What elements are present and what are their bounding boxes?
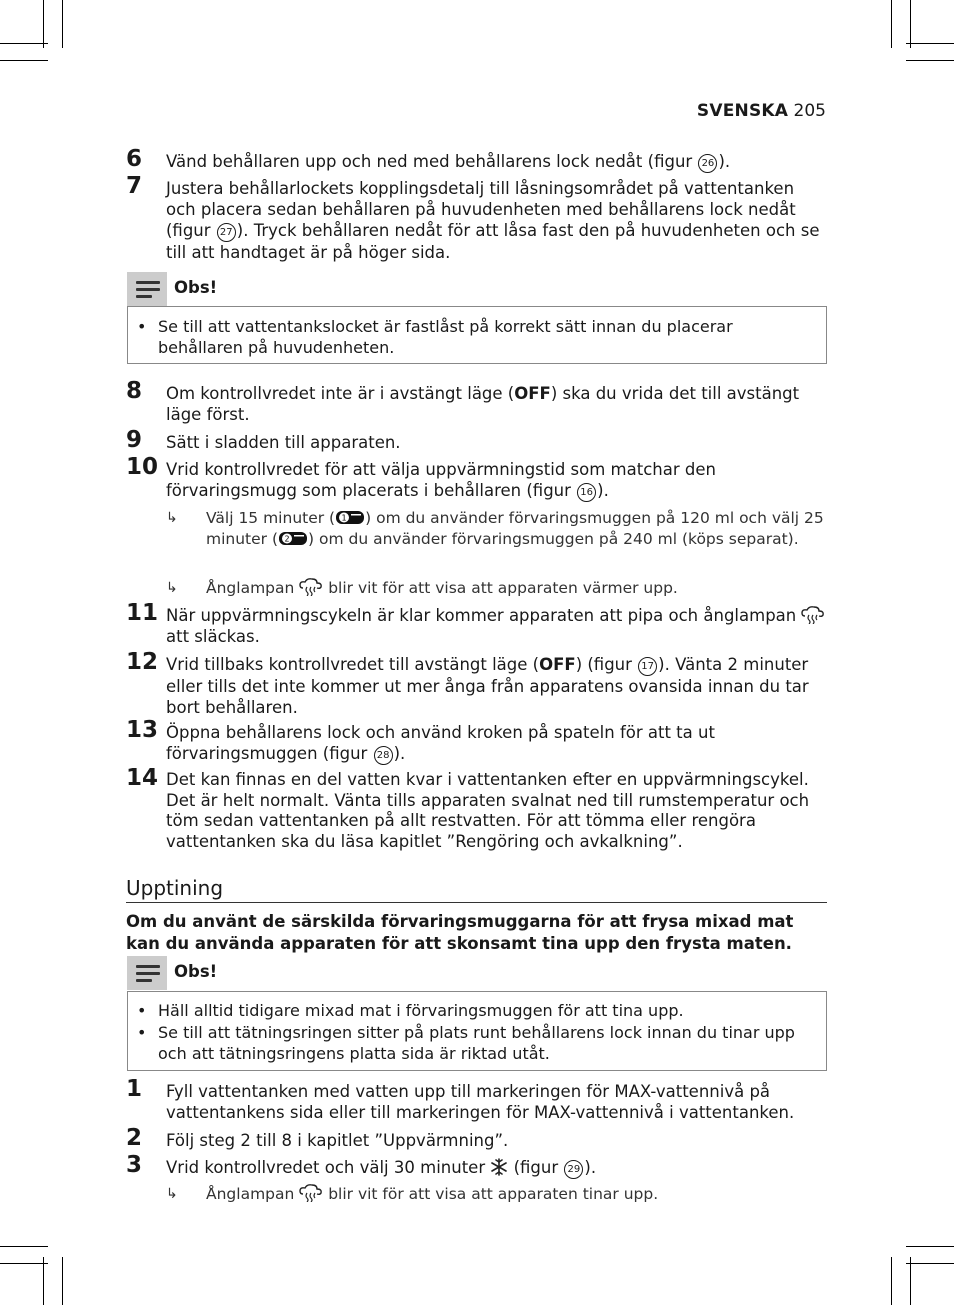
steam-lamp-icon [801, 606, 825, 624]
step-text-part: Vänd behållaren upp och ned med behållarens lock nedåt (figur [166, 152, 698, 171]
note-box [127, 991, 827, 1071]
step-number: 7 [126, 173, 143, 199]
result-text-part: Ånglampan [206, 1185, 300, 1203]
step-text [166, 151, 828, 173]
result-text-part: blir vit för att visa att apparaten värmer upp. [323, 579, 678, 597]
step-3 [126, 1152, 828, 1179]
step-text-part: Justera behållarlockets kopplingsdetalj till låsningsområdet på vattentanken och placera sedan behållaren på huvudenheten med behållarens lock nedåt (figur [166, 179, 796, 240]
snowflake-icon [490, 1158, 508, 1176]
crop-mark [906, 1263, 954, 1264]
figure-ref: 28 [374, 746, 393, 765]
step-text-part: ). [393, 744, 406, 763]
step-number: 13 [126, 717, 159, 743]
off-label: OFF [514, 384, 551, 403]
step-text-part: ). Vänta 2 minuter eller tills det inte kommer ut mer ånga från apparatens ovansida innan du tar bort behållaren. [166, 655, 809, 717]
note-bullet-text: Häll alltid tidigare mixad mat i förvaringsmuggen för att tina upp. [158, 1001, 684, 1020]
step-text [166, 459, 828, 502]
step-7 [126, 173, 828, 263]
result-item [166, 508, 828, 550]
step-text [166, 1157, 828, 1179]
language-label: SVENSKA [696, 101, 789, 121]
step-text-part: När uppvärmningscykeln är klar kommer apparaten att pipa och ånglampan [166, 606, 802, 625]
result-arrow-icon: ↳ [166, 580, 178, 596]
step-6 [126, 146, 828, 173]
steam-lamp-icon [299, 578, 323, 596]
result-text-part: Ånglampan [206, 579, 300, 597]
step-text-part: Vrid kontrollvredet för att välja uppvärmningstid som matchar den förvaringsmugg som placerats i behållaren (figur [166, 460, 716, 500]
crop-mark [906, 60, 954, 61]
note-icon [127, 272, 167, 306]
crop-mark [906, 43, 954, 44]
note-bullet-text: Se till att vattentankslocket är fastlåst på korrekt sätt innan du placerar behållaren på huvudenheten. [158, 317, 733, 357]
figure-ref: 16 [577, 483, 596, 502]
crop-mark [0, 1246, 48, 1247]
step-text: Följ steg 2 till 8 i kapitlet ”Uppvärmning”. [166, 1131, 509, 1150]
section-title: Upptining [126, 876, 827, 903]
timer-15-icon [335, 508, 365, 526]
note-title: Obs! [174, 278, 218, 297]
figure-ref: 29 [564, 1160, 583, 1179]
step-text: Sätt i sladden till apparaten. [166, 433, 401, 452]
note-bullet: • Häll alltid tidigare mixad mat i förvaringsmuggen för att tina upp. [137, 1001, 684, 1020]
step-text [166, 605, 828, 647]
step-11 [126, 600, 828, 647]
step-number: 12 [126, 649, 159, 675]
crop-mark [910, 1257, 911, 1305]
step-number: 6 [126, 146, 143, 172]
page-header [697, 101, 826, 121]
figure-ref: 17 [638, 657, 657, 676]
step-text-part: ). [718, 152, 731, 171]
crop-mark [62, 0, 63, 48]
step-number: 2 [126, 1125, 143, 1151]
step-text-part: ) ska du vrida det till avstängt läge först. [166, 384, 800, 424]
figure-ref: 26 [698, 154, 717, 173]
note-bullet: • Se till att tätningsringen sitter på plats runt behållarens lock innan du tinar upp och att tätningsringens platta sida är riktad utåt. [137, 1023, 795, 1063]
step-number: 3 [126, 1152, 143, 1178]
result-text-part: ) om du använder förvaringsmuggen på 120 ml och välj 25 minuter ( [206, 509, 824, 548]
step-text-part: Öppna behållarens lock och använd kroken på spateln för att ta ut förvaringsmuggen (figur [166, 723, 715, 763]
step-number: 8 [126, 378, 143, 404]
step-8 [126, 378, 828, 425]
page-number: 205 [793, 101, 826, 121]
svg-text:2: 2 [284, 534, 290, 544]
result-item [166, 1184, 828, 1205]
steam-lamp-icon [299, 1184, 323, 1202]
step-2 [126, 1125, 828, 1151]
result-text-part: Välj 15 minuter ( [206, 509, 336, 527]
note-box [127, 306, 827, 364]
svg-text:1: 1 [341, 513, 347, 523]
result-text-part: ) om du använder förvaringsmuggen på 240 ml (köps separat). [308, 530, 799, 548]
step-14 [126, 765, 828, 852]
note-header [127, 956, 827, 988]
crop-mark [43, 1257, 44, 1305]
crop-mark [891, 0, 892, 48]
step-text-part: Vrid tillbaks kontrollvredet till avstängt läge ( [166, 655, 540, 674]
note-title: Obs! [174, 962, 218, 981]
step-text-part: Om kontrollvredet inte är i avstängt läge ( [166, 384, 515, 403]
note-icon [127, 956, 167, 990]
crop-mark [910, 0, 911, 48]
step-text-part: ). [597, 481, 609, 500]
step-text-part: att släckas. [166, 627, 260, 646]
step-10 [126, 454, 828, 502]
result-arrow-icon: ↳ [166, 510, 178, 526]
note-bullet: • Se till att vattentankslocket är fastlåst på korrekt sätt innan du placerar behållaren på huvudenheten. [137, 317, 733, 357]
crop-mark [0, 1263, 48, 1264]
note-bullet-text: Se till att tätningsringen sitter på plats runt behållarens lock innan du tinar upp och att tätningsringens platta sida är riktad utåt. [158, 1023, 795, 1063]
crop-mark [0, 60, 48, 61]
step-13 [126, 717, 828, 765]
timer-25-icon [278, 529, 308, 547]
step-text-part: (figur [508, 1158, 564, 1177]
result-text-part: blir vit för att visa att apparaten tinar upp. [323, 1185, 659, 1203]
crop-mark [891, 1257, 892, 1305]
step-number: 11 [126, 600, 159, 626]
figure-ref: 27 [217, 223, 236, 242]
crop-mark [62, 1257, 63, 1305]
step-text: Fyll vattentanken med vatten upp till markeringen för MAX-vattennivå på vattentankens sida eller till markeringen för MAX-vattennivå i vattentanken. [166, 1082, 795, 1122]
step-text-part: Vrid kontrollvredet och välj 30 minuter [166, 1158, 491, 1177]
step-text [166, 654, 828, 718]
off-label: OFF [539, 655, 576, 674]
step-number: 10 [126, 454, 159, 480]
result-item [166, 578, 828, 599]
crop-mark [43, 0, 44, 48]
step-text-part: ) (figur [575, 655, 638, 674]
step-number: 14 [126, 765, 159, 791]
step-text-part: ). [584, 1158, 597, 1177]
step-text [166, 722, 828, 765]
step-text-part: ). Tryck behållaren nedåt för att låsa fast den på huvudenheten och se till att handtaget är på höger sida. [166, 221, 820, 262]
result-arrow-icon: ↳ [166, 1186, 178, 1202]
step-text: Det kan finnas en del vatten kvar i vattentanken efter en uppvärmningscykel. Det är helt normalt. Vänta tills apparaten svalnat ned till rumstemperatur och töm sedan vattentanken på allt restvatten. För att tömma eller rengöra vattentanken ska du läsa kapitlet ”Rengöring och avkalkning”. [166, 770, 810, 851]
step-text [166, 383, 828, 425]
section-intro: Om du använt de särskilda förvaringsmuggarna för att frysa mixad mat kan du använda apparaten för att skonsamt tina upp den frysta maten. [126, 912, 794, 953]
step-number: 9 [126, 427, 143, 453]
step-9 [126, 427, 828, 453]
step-12 [126, 649, 828, 718]
crop-mark [906, 1246, 954, 1247]
note-header [127, 272, 827, 304]
step-text [166, 178, 828, 263]
crop-mark [0, 43, 48, 44]
step-number: 1 [126, 1076, 143, 1102]
step-1 [126, 1076, 828, 1123]
